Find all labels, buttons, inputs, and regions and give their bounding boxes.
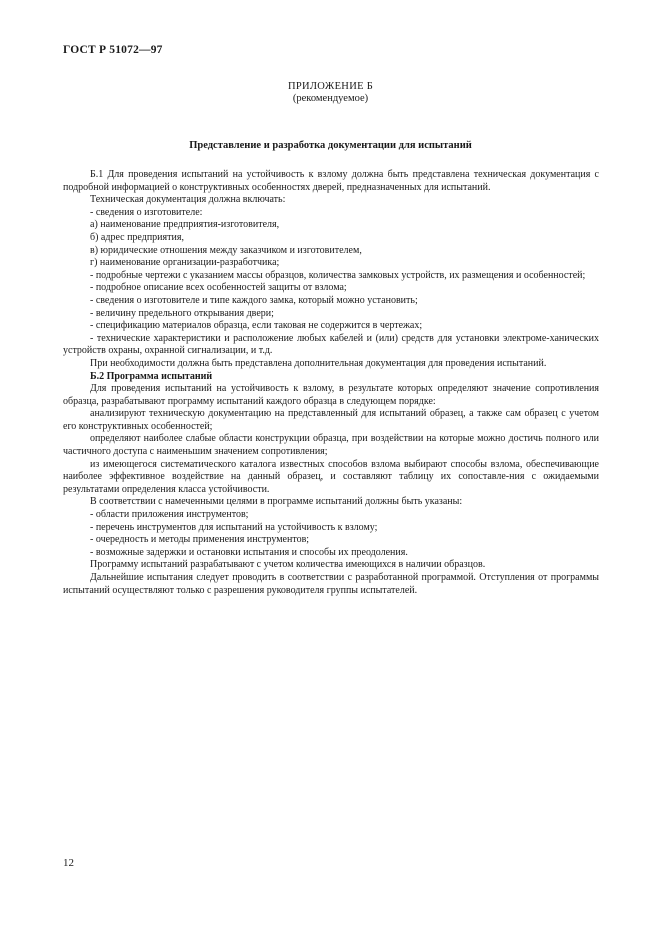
list-item: а) наименование предприятия-изготовителя, <box>90 219 280 231</box>
list-item: - области приложения инструментов; <box>90 509 249 521</box>
page-number: 12 <box>63 857 74 869</box>
list-item: б) адрес предприятия, <box>90 231 184 243</box>
appendix-subtitle: (рекомендуемое) <box>292 93 369 104</box>
list-item: - спецификацию материалов образца, если таковая не содержится в чертежах; <box>90 320 423 332</box>
paragraph: из имеющегося систематического каталога известных способов взлома выбирают способы взлома, обеспечивающие наиболее эффективное воздействие на данный образец, и составляют таблицу их сопоставле-ния с ожидаемыми результатами определения класса устойчивости. <box>63 458 599 495</box>
paragraph: Б.1 Для проведения испытаний на устойчивость к взлому должна быть представлена техническая документация с подробной информацией о конструктивных особенностях дверей, предназначенных для испытаний. <box>63 169 599 193</box>
section-title: Представление и разработка документации для испытаний <box>189 140 472 151</box>
list-item: - технические характеристики и расположение любых кабелей и (или) средств для установки электроме-ханических устройств охраны, охранной сигнализации, и т.д. <box>63 332 599 357</box>
list-item: - сведения о изготовителе: <box>90 206 203 218</box>
document-body <box>63 169 599 597</box>
paragraph: анализируют техническую документацию на представленный для испытаний образец, а также сам образец с учетом его конструктивных особенностей; <box>63 408 599 432</box>
paragraph: При необходимости должна быть представлена дополнительная документация для проведения испытаний. <box>90 357 547 369</box>
appendix-title: ПРИЛОЖЕНИЕ Б <box>287 81 374 92</box>
list-item: в) юридические отношения между заказчиком и изготовителем, <box>90 244 362 256</box>
paragraph: определяют наиболее слабые области конструкции образца, при воздействии на которые можно достичь полного или частичного доступа с наименьшим значением сопротивления; <box>63 433 599 458</box>
list-item: - возможные задержки и остановки испытания и способы их преодоления. <box>90 546 408 558</box>
paragraph: Техническая документация должна включать: <box>90 194 286 206</box>
list-item: - подробные чертежи с указанием массы образцов, количества замковых устройств, их размещения и особенностей; <box>90 269 586 281</box>
list-item: - перечень инструментов для испытаний на устойчивость к взлому; <box>90 521 378 533</box>
paragraph: Программу испытаний разрабатывают с учетом количества имеющихся в наличии образцов. <box>90 559 486 571</box>
list-item: - подробное описание всех особенностей защиты от взлома; <box>90 282 347 294</box>
document-id: ГОСТ Р 51072—97 <box>63 44 163 56</box>
subsection-title: Б.2 Программа испытаний <box>90 370 213 382</box>
list-item: г) наименование организации-разработчика; <box>90 257 280 269</box>
list-item: - сведения о изготовителе и типе каждого замка, который можно установить; <box>90 294 418 306</box>
list-item: - очередность и методы применения инструментов; <box>90 534 310 546</box>
paragraph: В соответствии с намеченными целями в программе испытаний должны быть указаны: <box>90 496 463 508</box>
paragraph: Для проведения испытаний на устойчивость к взлому, в результате которых определяют значение сопротивления образца, разрабатывают программу испытаний каждого образца в следующем порядке: <box>63 383 599 407</box>
list-item: - величину предельного открывания двери; <box>90 307 274 319</box>
paragraph: Дальнейшие испытания следует проводить в соответствии с разработанной программой. Отступления от программы испытаний осуществляют только с разрешения руководителя группы испытателей. <box>63 572 599 596</box>
